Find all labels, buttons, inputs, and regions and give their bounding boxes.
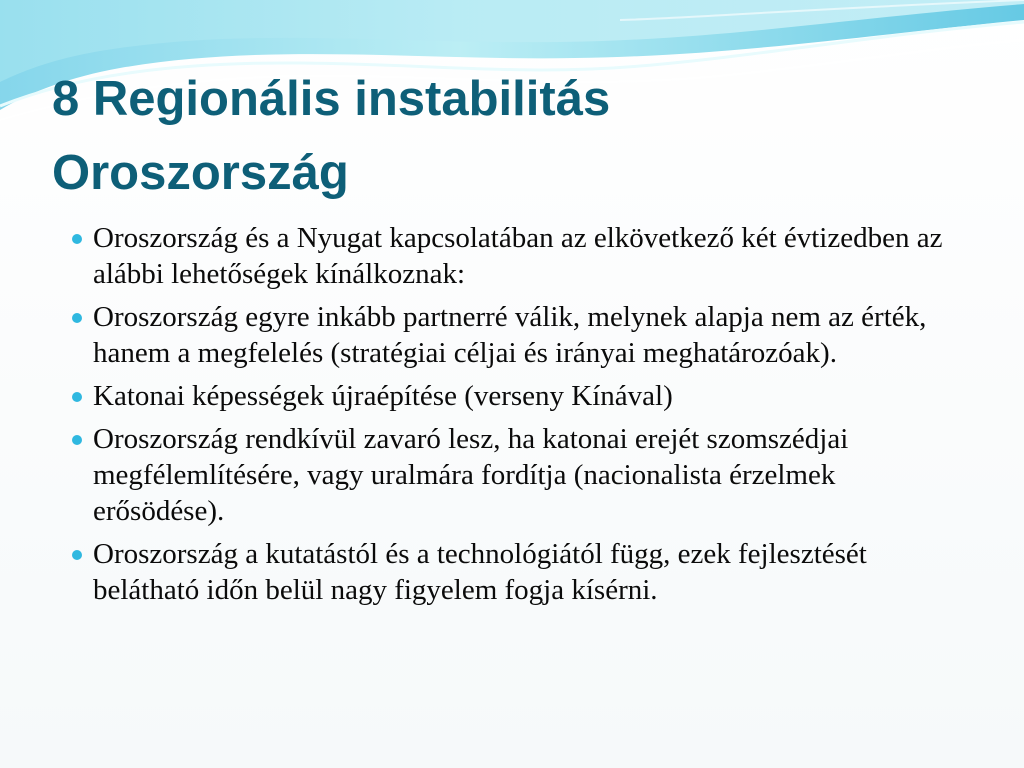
slide-title — [52, 62, 952, 210]
bullet-list — [68, 220, 968, 615]
bullet-item — [68, 536, 968, 608]
bullet-text: Oroszország és a Nyugat kapcsolatában az elkövetkező két évtizedben az alábbi lehetőségek kínálkoznak: — [93, 222, 943, 290]
bullet-item — [68, 220, 968, 292]
bullet-text: Oroszország rendkívül zavaró lesz, ha katonai erejét szomszédjai megfélemlítésére, vagy uralmára fordítja (nacionalista érzelmek erősödése). — [93, 423, 849, 527]
bullet-dot-icon — [72, 234, 82, 244]
bullet-text: Oroszország a kutatástól és a technológiától függ, ezek fejlesztését belátható időn belül nagy figyelem fogja kísérni. — [93, 538, 867, 606]
bullet-text: Oroszország egyre inkább partnerré válik, melynek alapja nem az érték, hanem a megfelelés (stratégiai céljai és irányai meghatározóak). — [93, 301, 927, 369]
bullet-item — [68, 378, 968, 414]
bullet-item — [68, 299, 968, 371]
bullet-text: Katonai képességek újraépítése (verseny Kínával) — [93, 380, 673, 412]
bullet-dot-icon — [72, 435, 82, 445]
bullet-dot-icon — [72, 550, 82, 560]
bullet-item — [68, 421, 968, 529]
title-line-2: Oroszország — [52, 146, 349, 200]
bullet-dot-icon — [72, 313, 82, 323]
title-line-1: 8 Regionális instabilitás — [52, 72, 611, 126]
bullet-dot-icon — [72, 392, 82, 402]
